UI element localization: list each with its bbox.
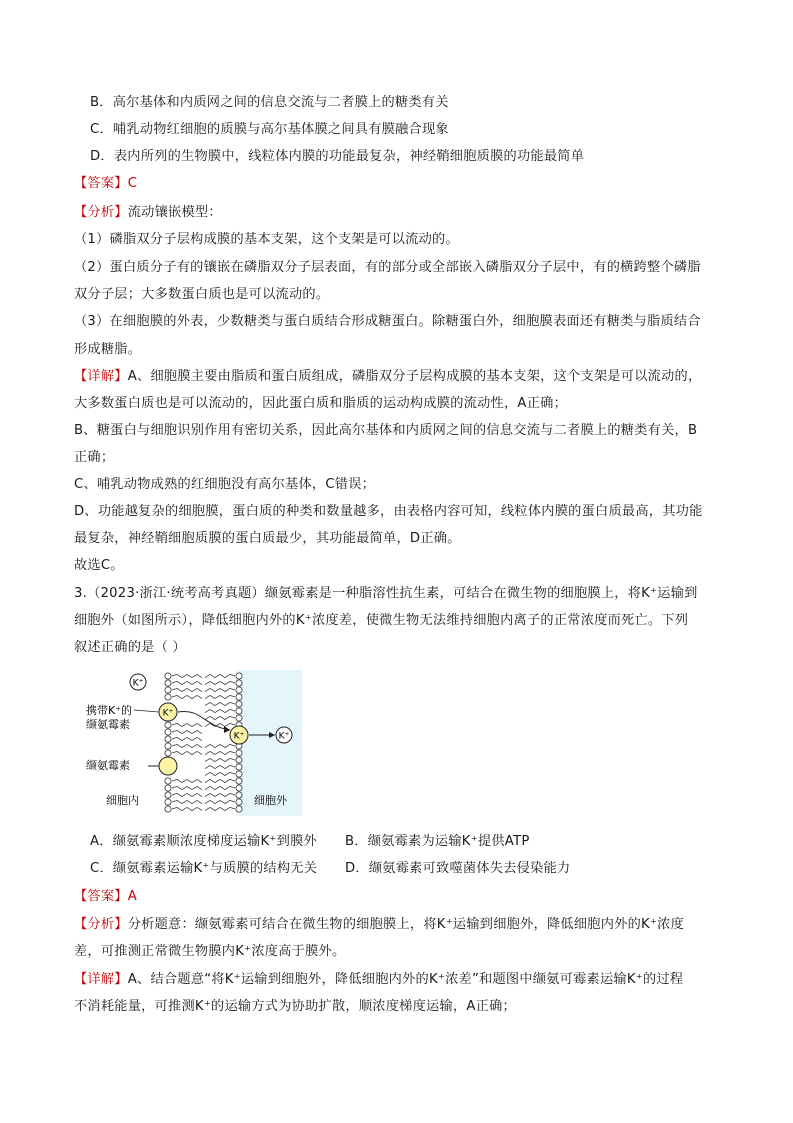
question-stem-line: 细胞外（如图所示），降低细胞内外的K⁺浓度差，使微生物无法维持细胞内离子的正常浓度而死亡。下列 <box>74 613 689 628</box>
phospholipid-head <box>236 680 242 686</box>
phospholipid-head <box>236 771 242 777</box>
option-b: B．缬氨霉素为运输K⁺提供ATP <box>345 834 530 849</box>
phospholipid-head <box>165 778 171 784</box>
option-a: A．缬氨霉素顺浓度梯度运输K⁺到膜外 <box>90 834 317 849</box>
analysis-line: （3）在细胞膜的外表，少数糖类与蛋白质结合形成糖蛋白。除糖蛋白外，细胞膜表面还有糖类与脂质结合 <box>74 314 701 329</box>
analysis-heading <box>74 204 222 222</box>
analysis-line: 形成糖脂。 <box>74 342 142 357</box>
label-inside: 细胞内 <box>106 794 139 807</box>
analysis-line: （2）蛋白质分子有的镶嵌在磷脂双分子层表面，有的部分或全部嵌入磷脂双分子层中，有的横跨整个磷脂 <box>74 260 701 275</box>
phospholipid-head <box>165 722 171 728</box>
phospholipid-head <box>165 750 171 756</box>
svg-text:K⁺: K⁺ <box>162 708 174 719</box>
phospholipid-head <box>236 757 242 763</box>
option-b: B．高尔基体和内质网之间的信息交流与二者膜上的糖类有关 <box>90 95 449 110</box>
phospholipid-head <box>165 694 171 700</box>
phospholipid-head <box>236 715 242 721</box>
phospholipid-head <box>165 673 171 679</box>
analysis-text: 分析题意：缬氨霉素可结合在微生物的细胞膜上，将K⁺运输到细胞外，降低细胞内外的K⁺浓度 <box>127 917 685 932</box>
detail-text: A、细胞膜主要由脂质和蛋白质组成，磷脂双分子层构成膜的基本支架，这个支架是可以流动的， <box>127 369 702 384</box>
detail-line: 故选C。 <box>74 558 124 573</box>
valinomycin-icon <box>159 757 177 775</box>
phospholipid-head <box>236 694 242 700</box>
question-stem-line: 叙述正确的是（ ） <box>74 640 186 655</box>
phospholipid-head <box>165 680 171 686</box>
membrane-diagram-svg <box>76 670 302 816</box>
phospholipid-head <box>236 687 242 693</box>
detail-text: A、结合题意“将K⁺运输到细胞外，降低细胞内外的K⁺浓差”和题图中缬氨可霉素运输K⁺的过程 <box>127 972 684 987</box>
phospholipid-head <box>236 799 242 805</box>
phospholipid-head <box>236 806 242 812</box>
answer-value: C <box>127 176 138 191</box>
detail-line: 不消耗能量，可推测K⁺的运输方式为协助扩散，顺浓度梯度运输，A正确； <box>74 999 516 1014</box>
detail-tag: 【详解】 <box>74 972 128 987</box>
analysis-heading <box>74 916 684 934</box>
option-c: C．哺乳动物红细胞的质膜与高尔基体膜之间具有膜融合现象 <box>90 122 449 137</box>
detail-heading <box>74 368 701 386</box>
phospholipid-head <box>236 792 242 798</box>
answer-tag: 【答案】 <box>74 176 128 191</box>
analysis-tag: 【分析】 <box>74 917 128 932</box>
phospholipid-head <box>236 708 242 714</box>
label-carrier: 携带K⁺的 <box>86 704 133 717</box>
analysis-title: 流动镶嵌模型： <box>127 205 222 220</box>
phospholipid-head <box>165 687 171 693</box>
analysis-line: 双分子层；大多数蛋白质也是可以流动的。 <box>74 287 330 302</box>
answer-tag: 【答案】 <box>74 889 128 904</box>
detail-tag: 【详解】 <box>74 369 128 384</box>
phospholipid-head <box>165 736 171 742</box>
detail-line: C、哺乳动物成熟的红细胞没有高尔基体，C错误； <box>74 477 376 492</box>
detail-heading <box>74 971 683 989</box>
phospholipid-head <box>165 729 171 735</box>
phospholipid-head <box>236 785 242 791</box>
detail-line: 正确； <box>74 450 115 465</box>
analysis-line: （1）磷脂双分子层构成膜的基本支架，这个支架是可以流动的。 <box>74 232 459 247</box>
detail-line: 大多数蛋白质也是可以流动的，因此蛋白质和脂质的运动构成膜的流动性，A正确； <box>74 396 568 411</box>
question-stem-line: 3.（2023·浙江·统考高考真题）缬氨霉素是一种脂溶性抗生素，可结合在微生物的细胞膜上，将K⁺运输到 <box>74 586 698 601</box>
option-d: D．表内所列的生物膜中，线粒体内膜的功能最复杂，神经鞘细胞质膜的功能最简单 <box>90 149 585 164</box>
valinomycin-membrane-figure <box>76 670 302 816</box>
phospholipid-head <box>236 750 242 756</box>
label-carrier: 缬氨霉素 <box>86 718 130 731</box>
detail-line: 最复杂，神经鞘细胞质膜的蛋白质最少，其功能最简单，D正确。 <box>74 531 461 546</box>
phospholipid-head <box>165 785 171 791</box>
option-d: D．缬氨霉素可致噬菌体失去侵染能力 <box>345 861 571 876</box>
detail-line: D、功能越复杂的细胞膜，蛋白质的种类和数量越多，由表格内容可知，线粒体内膜的蛋白质最高，其功能 <box>74 504 703 519</box>
analysis-line: 差，可推测正常微生物膜内K⁺浓度高于膜外。 <box>74 944 346 959</box>
phospholipid-head <box>236 778 242 784</box>
analysis-tag: 【分析】 <box>74 205 128 220</box>
phospholipid-head <box>236 764 242 770</box>
phospholipid-head <box>236 673 242 679</box>
svg-text:K⁺: K⁺ <box>233 731 245 742</box>
answer-line <box>74 175 137 193</box>
phospholipid-head <box>165 743 171 749</box>
answer-value: A <box>127 889 138 904</box>
svg-text:K⁺: K⁺ <box>278 731 290 742</box>
phospholipid-head <box>165 799 171 805</box>
option-c: C．缬氨霉素运输K⁺与质膜的结构无关 <box>90 861 318 876</box>
label-valinomycin: 缬氨霉素 <box>86 759 130 772</box>
phospholipid-head <box>165 806 171 812</box>
answer-line <box>74 888 137 906</box>
label-outside: 细胞外 <box>254 794 287 807</box>
phospholipid-head <box>165 792 171 798</box>
svg-text:K⁺: K⁺ <box>132 678 144 689</box>
phospholipid-head <box>236 701 242 707</box>
detail-line: B、糖蛋白与细胞识别作用有密切关系，因此高尔基体和内质网之间的信息交流与二者膜上的糖类有关，B <box>74 423 698 438</box>
